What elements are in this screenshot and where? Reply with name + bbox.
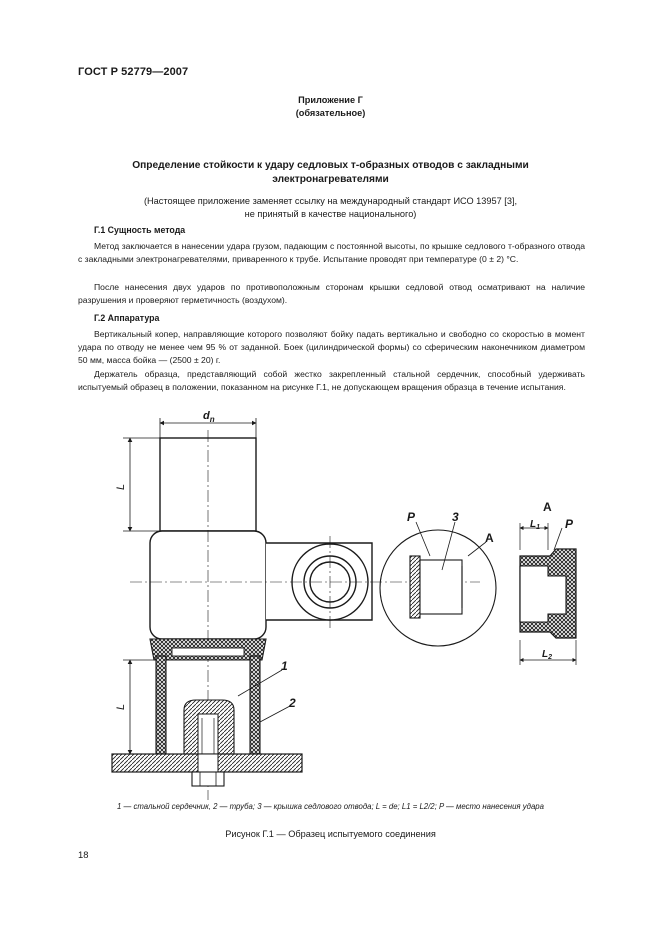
label-A-main: A <box>485 531 494 545</box>
paragraph-g1-2: После нанесения двух ударов по противоположным сторонам крышки седловой отвод осматривают на наличие разрушения и проверяют герметичность (воздухом). <box>78 282 585 305</box>
figure-caption: Рисунок Г.1 — Образец испытуемого соединения <box>225 829 436 839</box>
figure-legend: 1 — стальной сердечник, 2 — труба; 3 — крышка седлового отвода; L = de; L1 = L2/2; P — место нанесения удара <box>117 802 544 811</box>
label-P-detail: P <box>565 517 574 531</box>
label-part-1: 1 <box>281 659 288 673</box>
title-line-2: электронагревателями <box>272 174 389 185</box>
document-code: ГОСТ Р 52779—2007 <box>78 66 189 78</box>
label-dn: $d_n$ <box>203 410 215 424</box>
label-A-detail: A <box>543 500 552 514</box>
label-part-2: 2 <box>289 696 296 710</box>
page-number: 18 <box>78 849 89 860</box>
paragraph-g1-1: Метод заключается в нанесении удара грузом, падающим с постоянной высоты, по крышке седлового т-образного отвода с закладными электронагревателями, приваренного к трубе. Испытание проводят при температуре (0 ± 2) °С. <box>78 241 585 264</box>
paragraph-g2-2: Держатель образца, представляющий собой жестко закрепленный стальной сердечник, способный удерживать испытуемый образец в положении, показанном на рисунке Г.1, не допускающем вращения образца в течение испытания. <box>78 369 585 392</box>
main-assembly <box>112 418 576 800</box>
section-heading-g1: Г.1 Сущность метода <box>94 225 186 235</box>
section-heading-g2: Г.2 Аппаратура <box>94 313 160 323</box>
label-P-main: P <box>407 510 416 524</box>
label-L2: $L_2$ <box>542 649 553 661</box>
note-line-2: не принятый в качестве национального) <box>244 209 417 219</box>
label-L-upper: L <box>115 483 127 490</box>
note-line-1: (Настоящее приложение заменяет ссылку на международный стандарт ИСО 13957 [3], <box>143 196 518 206</box>
annex-status: (обязательное) <box>295 108 366 118</box>
annex-title: Приложение Г <box>298 95 363 105</box>
label-part-3: 3 <box>452 510 459 524</box>
label-L-lower: L <box>115 703 127 710</box>
label-L1: $L_1$ <box>530 519 541 531</box>
paragraph-g2-1: Вертикальный копер, направляющие которого позволяют бойку падать вертикально и свободно со скоростью в момент удара по отводу не менее чем 95 % от заданной. Боек (цилиндрической формы) со сферическим наконечником диаметром 50 мм, масса бойка — (2500 ± 20) г. <box>78 329 585 365</box>
title-line-1: Определение стойкости к удару седловых т-образных отводов с закладными <box>132 160 529 171</box>
